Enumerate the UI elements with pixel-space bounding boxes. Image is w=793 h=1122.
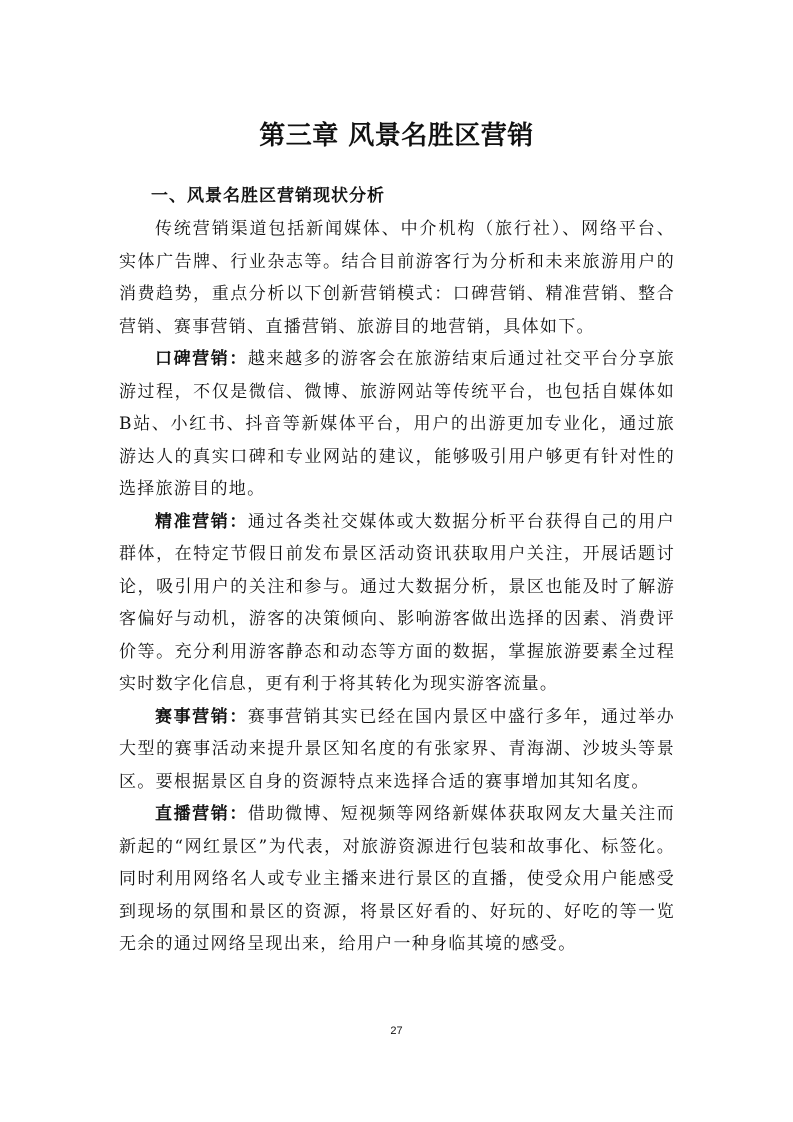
intro-paragraph: 传统营销渠道包括新闻媒体、中介机构（旅行社）、网络平台、实体广告牌、行业杂志等。结合目前游客行为分析和未来旅游用户的消费趋势，重点分析以下创新营销模式：口碑营销、精准营销、整合营销、赛事营销、直播营销、旅游目的地营销，具体如下。 bbox=[119, 219, 675, 337]
chapter-title: 第三章 风景名胜区营销 bbox=[259, 121, 534, 151]
paragraph-lead: 赛事营销： bbox=[155, 706, 248, 727]
paragraph-lead: 直播营销： bbox=[155, 804, 248, 824]
paragraph-text: 赛事营销其实已经在国内景区中盛行多年，通过举办大型的赛事活动来提升景区知名度的有张家界、青海湖、沙坡头等景区。要根据景区自身的资源特点来选择合适的赛事增加其知名度。 bbox=[119, 706, 675, 792]
page-content bbox=[119, 180, 675, 961]
paragraph-precision-marketing bbox=[119, 506, 675, 701]
paragraph-text: 借助微博、短视频等网络新媒体获取网友大量关注而新起的“网红景区”为代表，对旅游资源进行包装和故事化、标签化。同时利用网络名人或专业主播来进行景区的直播，使受众用户能感受到现场的氛围和景区的资源，将景区好看的、好玩的、好吃的等一览无余的通过网络呈现出来，给用户一种身临其境的感受。 bbox=[119, 804, 675, 954]
paragraph-word-of-mouth-marketing bbox=[119, 343, 675, 506]
paragraph-lead: 口碑营销： bbox=[155, 349, 248, 369]
paragraph-lead: 精准营销： bbox=[155, 511, 248, 532]
section-heading: 一、风景名胜区营销现状分析 bbox=[151, 186, 385, 206]
paragraph-livestream-marketing bbox=[119, 798, 675, 961]
paragraph-event-marketing bbox=[119, 701, 675, 799]
paragraph-text: 通过各类社交媒体或大数据分析平台获得自己的用户群体，在特定节假日前发布景区活动资讯获取用户关注，开展话题讨论，吸引用户的关注和参与。通过大数据分析，景区也能及时了解游客偏好与动机，游客的决策倾向、影响游客做出选择的因素、消费评价等。充分利用游客静态和动态等方面的数据，掌握旅游要素全过程实时数字化信息，更有利于将其转化为现实游客流量。 bbox=[119, 511, 675, 694]
page-number: 27 bbox=[390, 1025, 403, 1037]
paragraph-text: 越来越多的游客会在旅游结束后通过社交平台分享旅游过程，不仅是微信、微博、旅游网站等传统平台，也包括自媒体如B站、小红书、抖音等新媒体平台，用户的出游更加专业化，通过旅游达人的真实口碑和专业网站的建议，能够吸引用户够更有针对性的选择旅游目的地。 bbox=[119, 349, 675, 499]
